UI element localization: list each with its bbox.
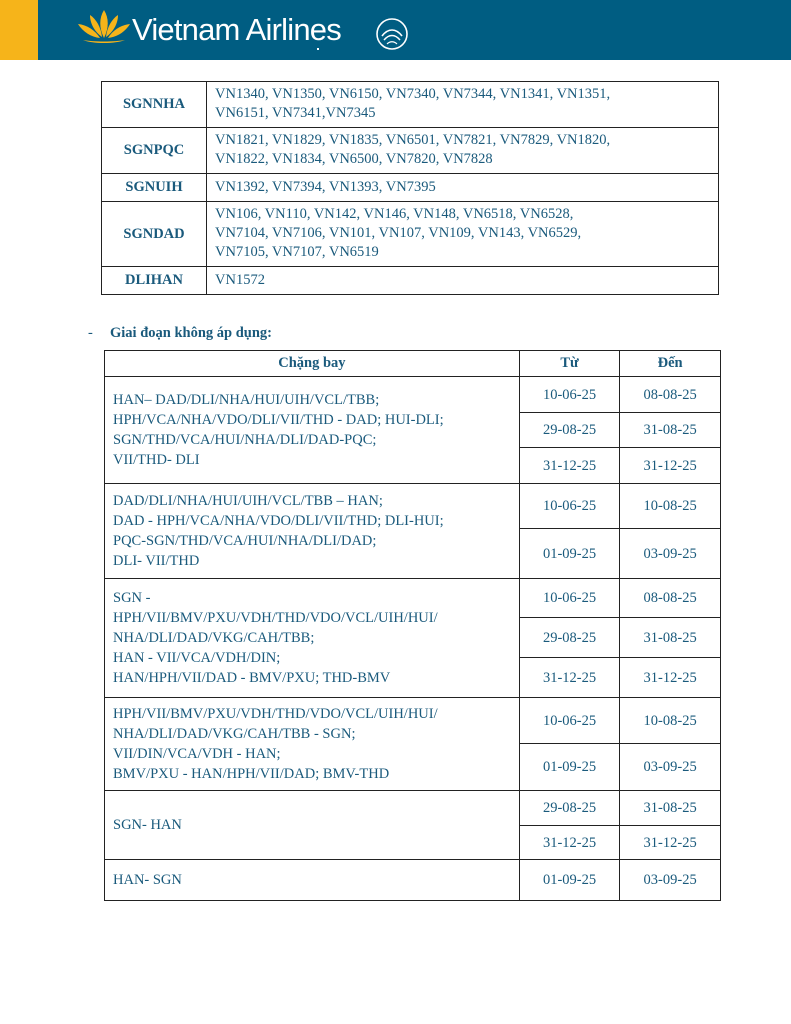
route-code: DLIHAN bbox=[102, 267, 207, 295]
route-code: SGNDAD bbox=[102, 202, 207, 267]
from-date: 10-06-25 bbox=[519, 377, 619, 413]
table-row bbox=[102, 267, 719, 295]
table-row bbox=[105, 698, 721, 744]
bullet-dash: - bbox=[88, 325, 93, 341]
from-date: 29-08-25 bbox=[519, 618, 619, 658]
route-line: HAN- SGN bbox=[113, 872, 182, 888]
section-heading bbox=[88, 325, 272, 342]
from-date: 01-09-25 bbox=[519, 529, 619, 579]
to-date: 31-12-25 bbox=[620, 658, 721, 698]
route-line: NHA/DLI/DAD/VKG/CAH/TBB - SGN; bbox=[113, 726, 356, 742]
lotus-logo-icon bbox=[75, 6, 133, 46]
flight-list-line: VN1340, VN1350, VN6150, VN7340, VN7344, VN1341, VN1351, bbox=[215, 86, 611, 102]
route-line: SGN- HAN bbox=[113, 817, 182, 833]
table-row bbox=[105, 377, 721, 413]
flight-list bbox=[207, 82, 719, 128]
to-date: 08-08-25 bbox=[620, 377, 721, 413]
to-date: 10-08-25 bbox=[620, 484, 721, 529]
route-line: SGN - bbox=[113, 590, 151, 606]
to-date: 08-08-25 bbox=[620, 579, 721, 618]
route-line: SGN/THD/VCA/HUI/NHA/DLI/DAD-PQC; bbox=[113, 432, 377, 448]
table-row bbox=[102, 82, 719, 128]
table-header-row bbox=[105, 351, 721, 377]
section-title: Giai đoạn không áp dụng: bbox=[110, 325, 272, 341]
flight-list bbox=[207, 202, 719, 267]
to-date: 03-09-25 bbox=[620, 529, 721, 579]
skyteam-logo-icon bbox=[372, 14, 412, 52]
route-line: NHA/DLI/DAD/VKG/CAH/TBB; bbox=[113, 630, 315, 646]
flight-list-line: VN106, VN110, VN142, VN146, VN148, VN6518, VN6528, bbox=[215, 206, 574, 222]
route-line: HPH/VII/BMV/PXU/VDH/THD/VDO/VCL/UIH/HUI/ bbox=[113, 706, 438, 722]
route-cell bbox=[105, 791, 520, 860]
route-cell bbox=[105, 698, 520, 791]
route-line: HPH/VCA/NHA/VDO/DLI/VII/THD - DAD; HUI-DLI; bbox=[113, 412, 444, 428]
table-row bbox=[102, 202, 719, 267]
table-row bbox=[105, 860, 721, 901]
route-line: VII/THD- DLI bbox=[113, 452, 200, 468]
table-row bbox=[105, 579, 721, 618]
to-date: 03-09-25 bbox=[620, 744, 721, 791]
route-line: VII/DIN/VCA/VDH - HAN; bbox=[113, 746, 281, 762]
banner-dot bbox=[317, 48, 319, 50]
route-line: HAN - VII/VCA/VDH/DIN; bbox=[113, 650, 281, 666]
route-cell bbox=[105, 377, 520, 484]
flight-list-line: VN1392, VN7394, VN1393, VN7395 bbox=[215, 178, 436, 195]
from-date: 10-06-25 bbox=[519, 698, 619, 744]
from-date: 01-09-25 bbox=[519, 744, 619, 791]
route-cell bbox=[105, 860, 520, 901]
route-line: BMV/PXU - HAN/HPH/VII/DAD; BMV-THD bbox=[113, 766, 390, 782]
flight-list-line: VN1822, VN1834, VN6500, VN7820, VN7828 bbox=[215, 151, 493, 167]
route-line: DAD/DLI/NHA/HUI/UIH/VCL/TBB – HAN; bbox=[113, 493, 383, 509]
to-date: 31-08-25 bbox=[620, 791, 721, 826]
to-date: 31-08-25 bbox=[620, 618, 721, 658]
table-row bbox=[105, 484, 721, 529]
route-cell bbox=[105, 579, 520, 698]
flight-list-line: VN1821, VN1829, VN1835, VN6501, VN7821, VN7829, VN1820, bbox=[215, 132, 611, 148]
route-line: DAD - HPH/VCA/NHA/VDO/DLI/VII/THD; DLI-HUI; bbox=[113, 513, 444, 529]
to-date: 31-12-25 bbox=[620, 826, 721, 860]
from-date: 10-06-25 bbox=[519, 579, 619, 618]
flight-list-line: VN1572 bbox=[215, 271, 265, 288]
blackout-period-table bbox=[104, 350, 721, 901]
route-line: PQC-SGN/THD/VCA/HUI/NHA/DLI/DAD; bbox=[113, 533, 377, 549]
route-code: SGNNHA bbox=[102, 82, 207, 128]
table-row bbox=[102, 128, 719, 174]
table-row bbox=[102, 174, 719, 202]
from-date: 31-12-25 bbox=[519, 826, 619, 860]
flight-list bbox=[207, 267, 719, 295]
route-line: HAN– DAD/DLI/NHA/HUI/UIH/VCL/TBB; bbox=[113, 392, 380, 408]
column-header-route: Chặng bay bbox=[105, 351, 520, 377]
route-cell bbox=[105, 484, 520, 579]
from-date: 29-08-25 bbox=[519, 791, 619, 826]
flight-list bbox=[207, 128, 719, 174]
route-code: SGNPQC bbox=[102, 128, 207, 174]
route-line: HPH/VII/BMV/PXU/VDH/THD/VDO/VCL/UIH/HUI/ bbox=[113, 610, 438, 626]
to-date: 10-08-25 bbox=[620, 698, 721, 744]
table-row bbox=[105, 791, 721, 826]
header-banner bbox=[0, 0, 791, 60]
from-date: 29-08-25 bbox=[519, 413, 619, 448]
route-line: DLI- VII/THD bbox=[113, 553, 200, 569]
flight-list-line: VN6151, VN7341,VN7345 bbox=[215, 105, 376, 121]
flight-list-line: VN7105, VN7107, VN6519 bbox=[215, 244, 379, 260]
route-code: SGNUIH bbox=[102, 174, 207, 202]
from-date: 10-06-25 bbox=[519, 484, 619, 529]
from-date: 01-09-25 bbox=[519, 860, 619, 901]
flight-list bbox=[207, 174, 719, 202]
column-header-to: Đến bbox=[620, 351, 721, 377]
accent-stripe bbox=[0, 0, 38, 60]
route-line: HAN/HPH/VII/DAD - BMV/PXU; THD-BMV bbox=[113, 670, 391, 686]
from-date: 31-12-25 bbox=[519, 658, 619, 698]
to-date: 31-12-25 bbox=[620, 448, 721, 484]
flight-list-line: VN7104, VN7106, VN101, VN107, VN109, VN143, VN6529, bbox=[215, 225, 582, 241]
brand-name: Vietnam Airlines bbox=[132, 12, 341, 47]
from-date: 31-12-25 bbox=[519, 448, 619, 484]
to-date: 03-09-25 bbox=[620, 860, 721, 901]
to-date: 31-08-25 bbox=[620, 413, 721, 448]
column-header-from: Từ bbox=[519, 351, 619, 377]
flight-number-table bbox=[101, 81, 719, 295]
